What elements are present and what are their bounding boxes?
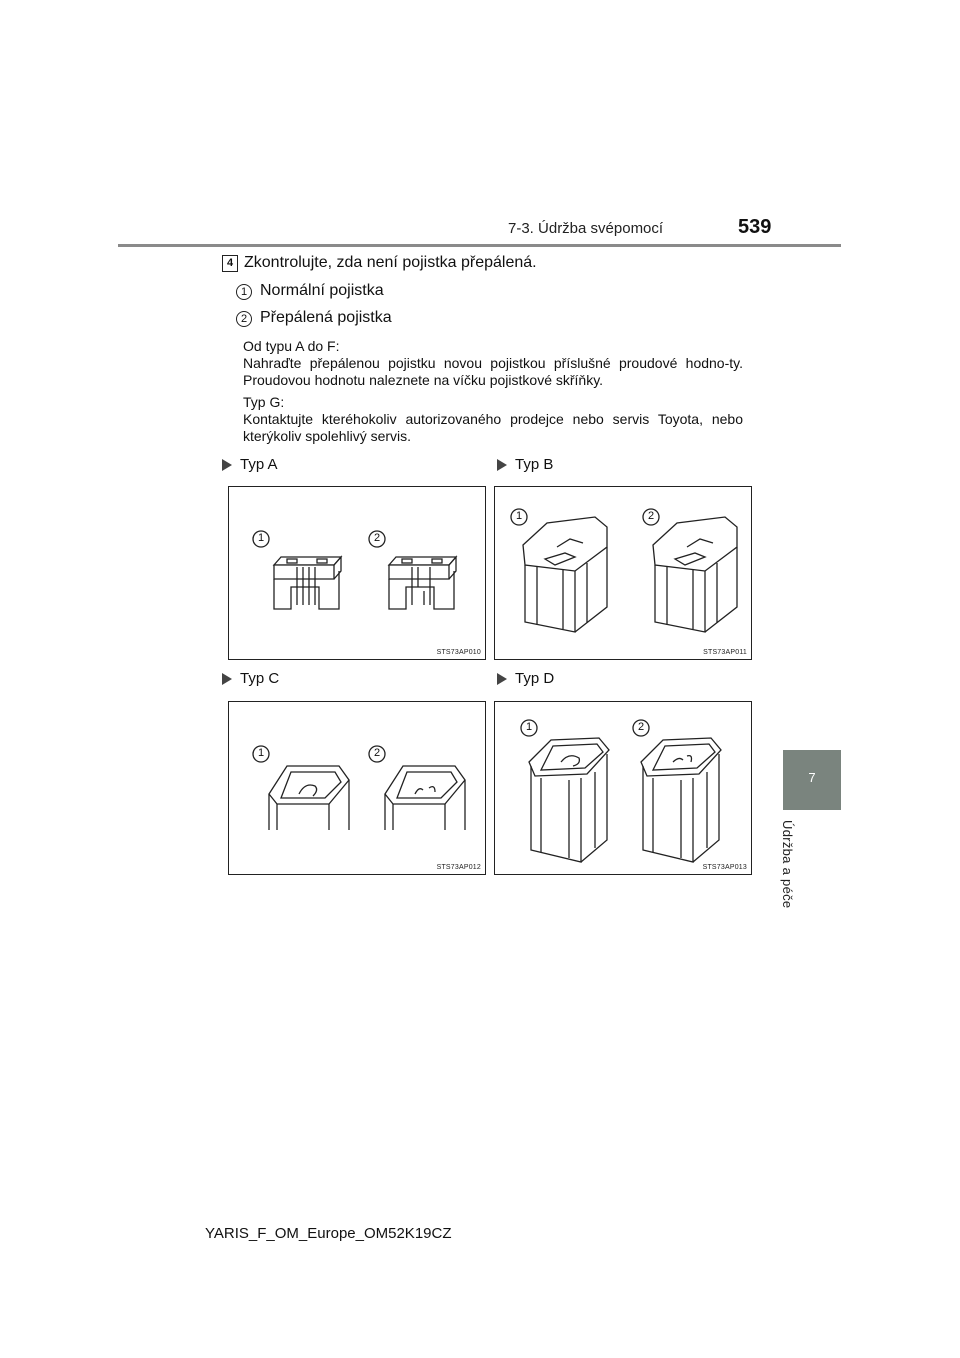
header-divider <box>118 244 841 247</box>
figure-type-d <box>494 701 752 875</box>
figure-type-c <box>228 701 486 875</box>
section-title: 7-3. Údržba svépomocí <box>508 220 664 237</box>
figure-type-a <box>228 486 486 660</box>
legend-number: 2 <box>236 311 252 327</box>
figure-code: STS73AP011 <box>703 649 747 656</box>
callout-number: 1 <box>257 532 265 544</box>
triangle-bullet-icon <box>497 459 507 471</box>
chapter-number: 7 <box>808 770 816 785</box>
document-footer: YARIS_F_OM_Europe_OM52K19CZ <box>205 1225 452 1242</box>
callout-number: 2 <box>373 747 381 759</box>
step-title: Zkontrolujte, zda není pojistka přepálená. <box>244 254 537 271</box>
figure-code: STS73AP013 <box>702 864 747 871</box>
paragraph-heading: Od typu A do F: <box>243 338 340 354</box>
fuse-illustration <box>495 487 751 659</box>
triangle-bullet-icon <box>222 673 232 685</box>
triangle-bullet-icon <box>497 673 507 685</box>
callout-number: 1 <box>515 510 523 522</box>
legend-label: Přepálená pojistka <box>260 309 392 326</box>
callout-number: 2 <box>373 532 381 544</box>
figure-code: STS73AP010 <box>436 649 481 656</box>
triangle-bullet-icon <box>222 459 232 471</box>
paragraph <box>243 338 743 389</box>
figure-title: Typ B <box>497 456 553 473</box>
figure-code: STS73AP012 <box>436 864 481 871</box>
figure-title: Typ C <box>222 670 279 687</box>
paragraph-heading: Typ G: <box>243 394 285 410</box>
figure-type-b <box>494 486 752 660</box>
fuse-illustration <box>229 487 485 659</box>
figure-title: Typ A <box>222 456 278 473</box>
paragraph-text: Kontaktujte kteréhokoliv autorizovaného prodejce nebo servis Toyota, nebo kterýkoliv spolehlivý servis. <box>243 411 743 444</box>
legend-number: 1 <box>236 284 252 300</box>
chapter-label: Údržba a péče <box>780 820 795 909</box>
callout-number: 2 <box>647 510 655 522</box>
page-number: 539 <box>738 216 772 238</box>
paragraph-text: Nahraďte přepálenou pojistku novou pojistkou příslušné proudové hodno-ty. Proudovou hodnotu naleznete na víčku pojistkové skříňky. <box>243 355 743 388</box>
callout-number: 1 <box>257 747 265 759</box>
fuse-illustration <box>229 702 485 874</box>
callout-number: 1 <box>525 721 533 733</box>
figure-title: Typ D <box>497 670 554 687</box>
callout-number: 2 <box>637 721 645 733</box>
legend-label: Normální pojistka <box>260 282 384 299</box>
paragraph <box>243 394 743 445</box>
step-number-box: 4 <box>222 255 238 272</box>
